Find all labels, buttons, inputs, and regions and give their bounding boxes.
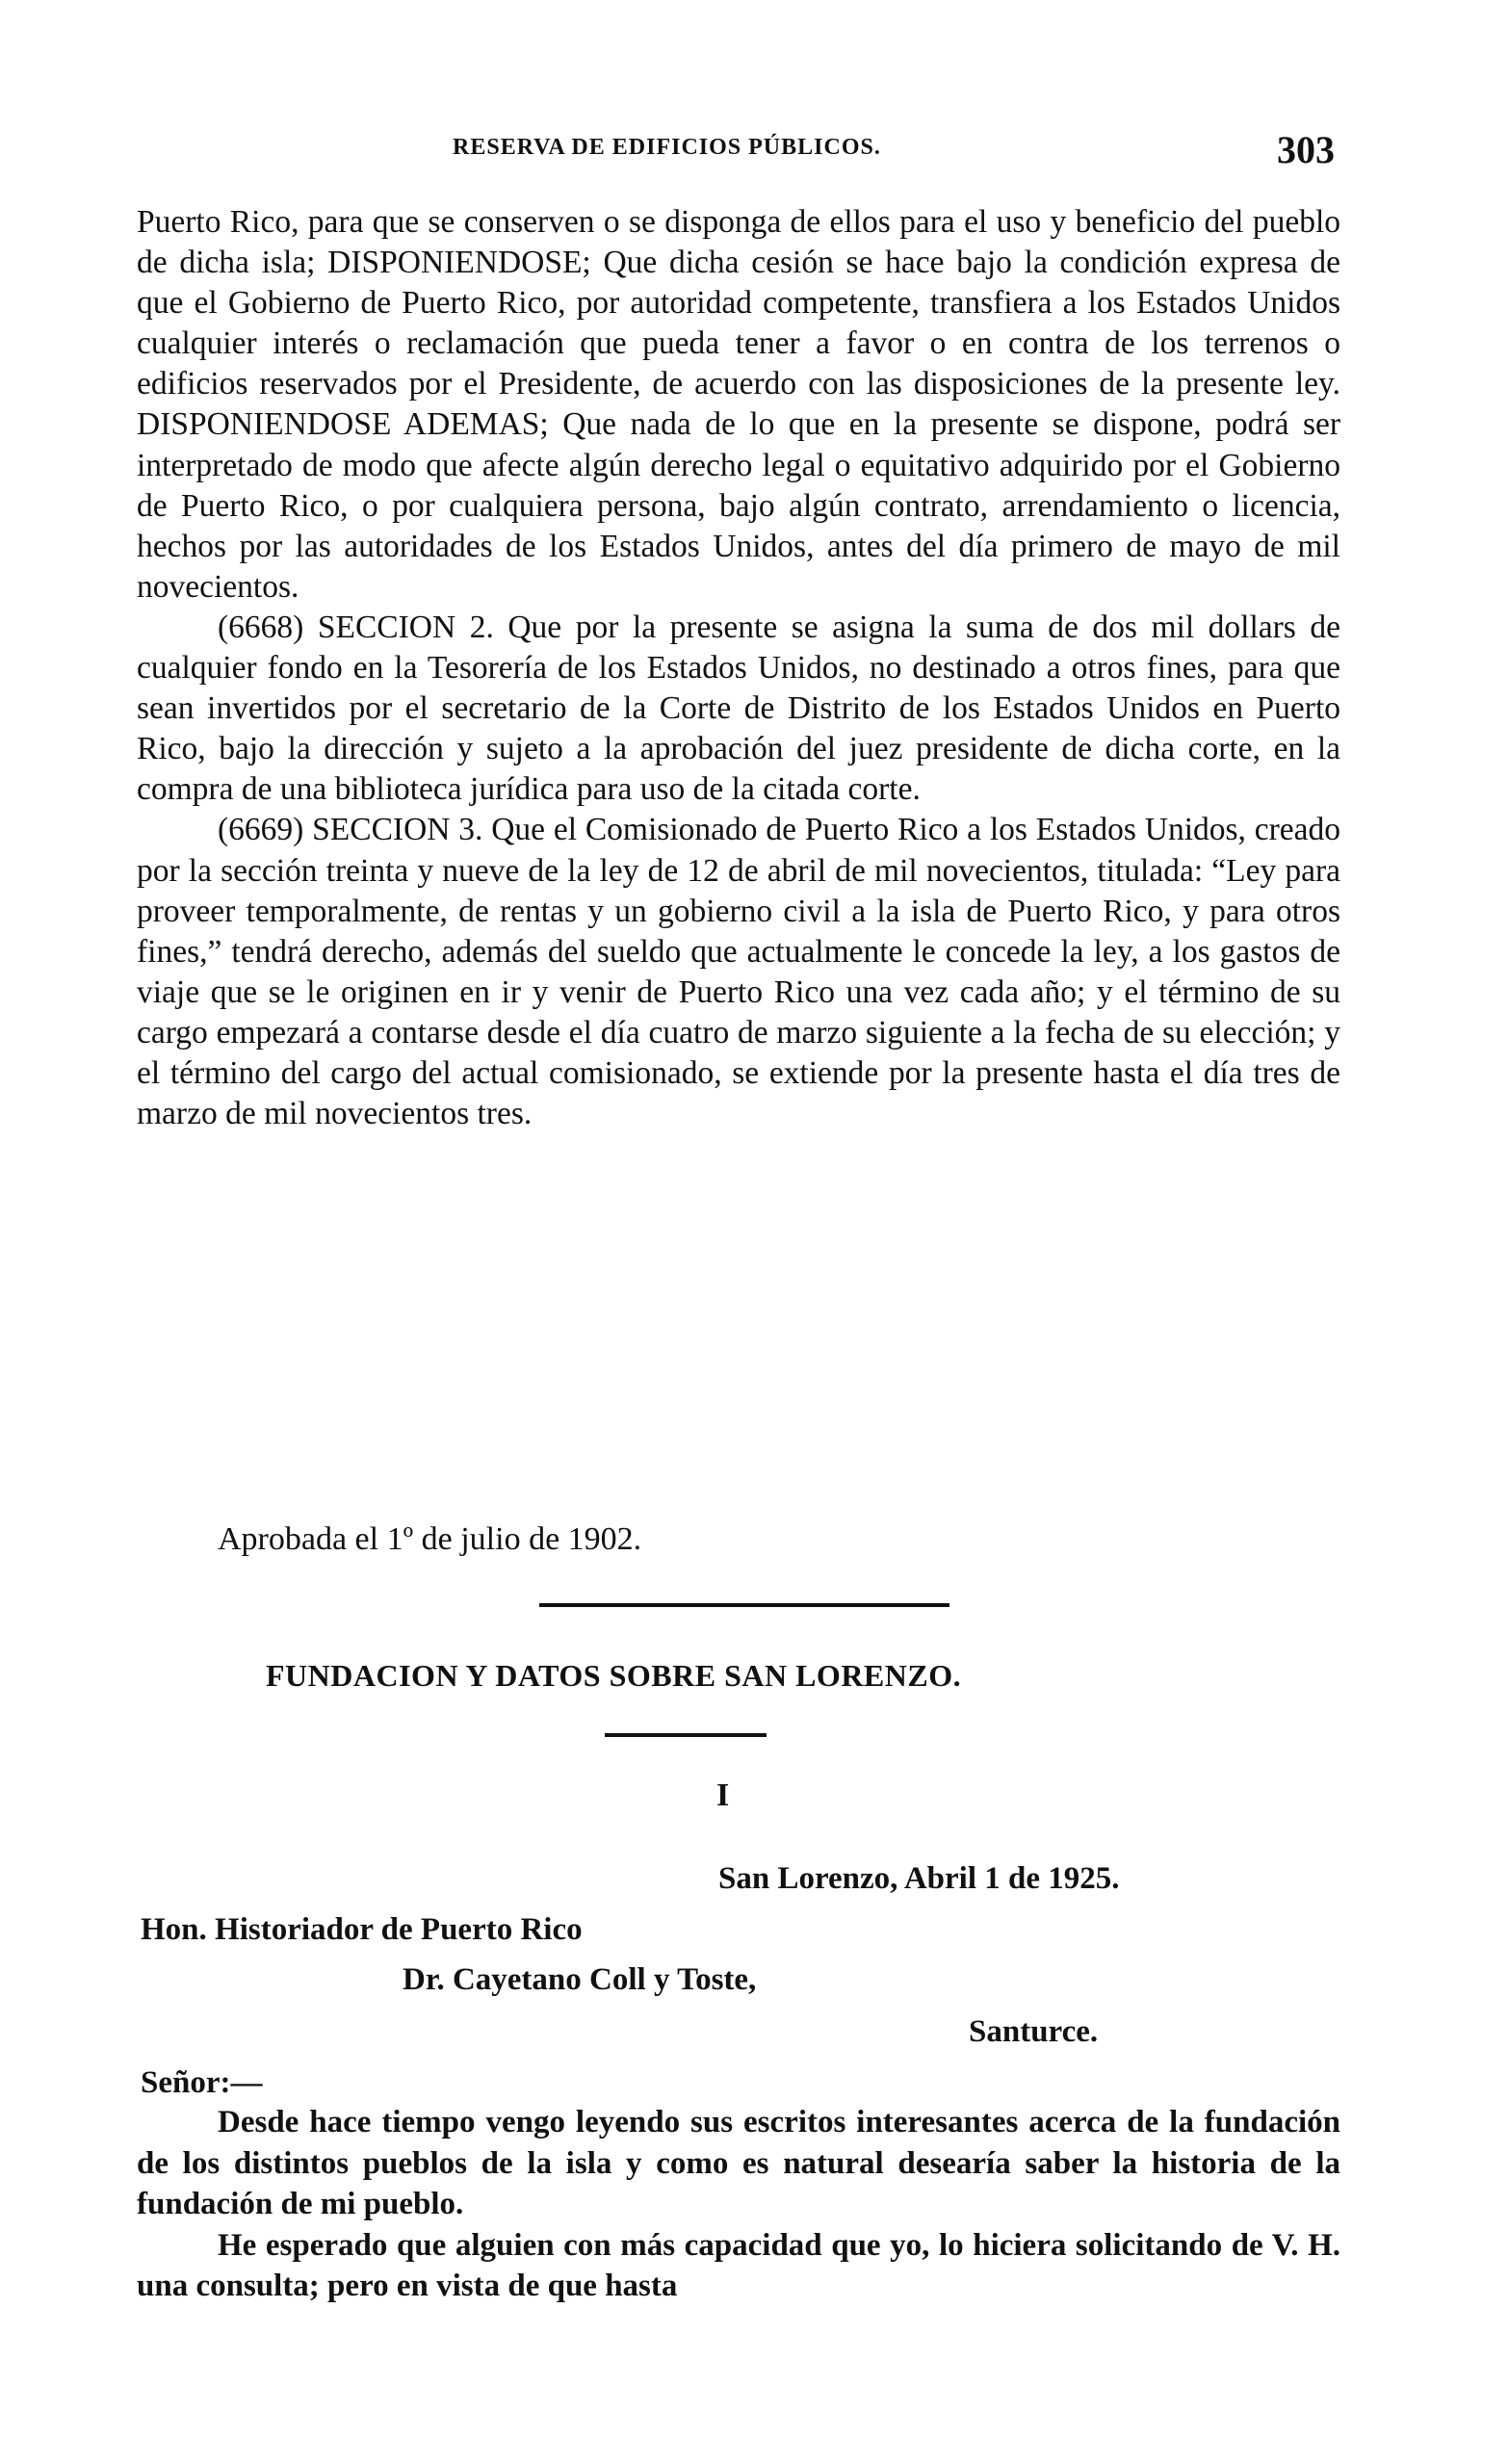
paragraph-section-2: (6668) SECCION 2. Que por la presente se asigna la suma de dos mil dollars de cualquier fondo en la Tesorería de los Estados Unidos, no destinado a otros fines, para que sean invertidos por el secretario de la Corte de Distrito de los Estados Unidos en Puerto Rico, bajo la dirección y sujeto a la aprobación del juez presidente de dicha corte, en la compra de una biblioteca jurídica para uso de la citada corte. [137, 609, 1340, 808]
section-divider-top [539, 1603, 949, 1607]
letter-date: San Lorenzo, Abril 1 de 1925. [718, 1861, 1120, 1896]
approval-line: Aprobada el 1º de julio de 1902. [218, 1521, 642, 1557]
letter-paragraph: Desde hace tiempo vengo leyendo sus escritos interesantes acerca de la fundación de los distintos pueblos de la isla y como es natural desearía saber la historia de la fundación de mi pueblo. [137, 2105, 1340, 2222]
letter-addressee-name: Dr. Cayetano Coll y Toste, [403, 1962, 757, 1997]
paragraph-section-3: (6669) SECCION 3. Que el Comisionado de Puerto Rico a los Estados Unidos, creado por la sección treinta y nueve de la ley de 12 de abril de mil novecientos, titulada: “Ley para proveer temporalmente, de rentas y un gobierno civil a la isla de Puerto Rico, y para otros fines,” tendrá derecho, además del sueldo que actualmente le concede la ley, a los gastos de viaje que se le originen en ir y venir de Puerto Rico una vez cada año; y el término de su cargo empezará a contarse desde el día cuatro de marzo siguiente a la fecha de su elección; y el término del cargo del actual comisionado, se extiende por la presente hasta el día tres de marzo de mil novecientos tres. [137, 812, 1340, 1132]
running-head: RESERVA DE EDIFICIOS PÚBLICOS. [453, 135, 881, 160]
section-divider-bottom [605, 1733, 767, 1737]
letter-body [137, 2102, 1340, 2307]
letter-addressee: Hon. Historiador de Puerto Rico [141, 1912, 583, 1947]
law-text [137, 202, 1340, 1134]
section-numeral: I [716, 1777, 730, 1813]
letter-addressee-city: Santurce. [969, 2014, 1099, 2049]
page-number: 303 [1277, 128, 1335, 171]
section-title: FUNDACION Y DATOS SOBRE SAN LORENZO. [266, 1658, 962, 1693]
letter-salutation: Señor:— [141, 2065, 263, 2100]
letter-paragraph: He esperado que alguien con más capacidad que yo, lo hiciera solicitando de V. H. una consulta; pero en vista de que hasta [137, 2227, 1340, 2304]
paragraph-continuation: Puerto Rico, para que se conserven o se disponga de ellos para el uso y beneficio del pueblo de dicha isla; DISPONIENDOSE; Que dicha cesión se hace bajo la condición expresa de que el Gobierno de Puerto Rico, por autoridad competente, transfiera a los Estados Unidos cualquier interés o reclamación que pueda tener a favor o en contra de los terrenos o edificios reservados por el Presidente, de acuerdo con las disposiciones de la presente ley. DISPONIENDOSE ADEMAS; Que nada de lo que en la presente se dispone, podrá ser interpretado de modo que afecte algún derecho legal o equitativo adquirido por el Gobierno de Puerto Rico, o por cualquiera persona, bajo algún contrato, arrendamiento o licencia, hechos por las autoridades de los Estados Unidos, antes del día primero de mayo de mil novecientos. [137, 204, 1340, 605]
